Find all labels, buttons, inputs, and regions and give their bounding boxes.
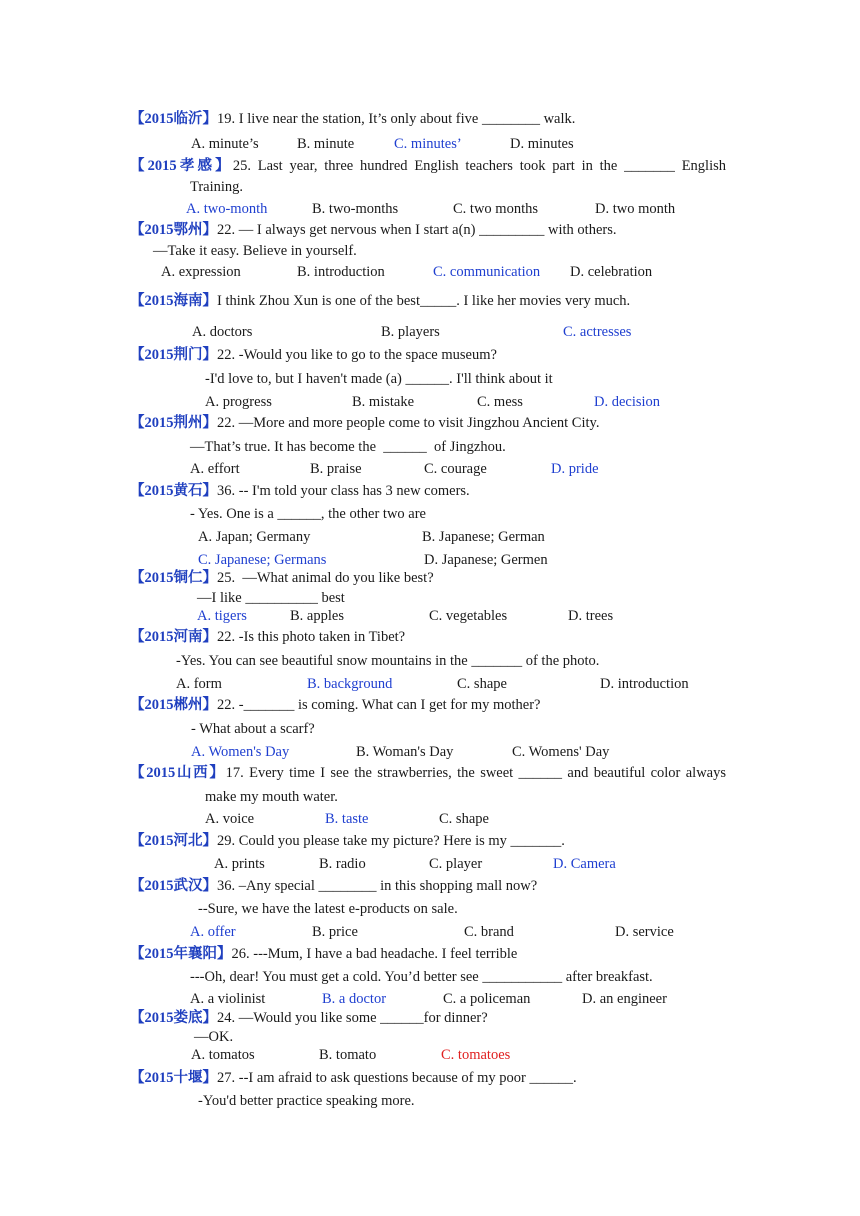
source-tag: 【2015临沂】 [130,111,217,127]
option-d: D. Japanese; Germen [424,552,548,568]
question-stem-cont: Training. [190,179,244,195]
option-c-answer: C. Japanese; Germans [198,552,327,568]
question-stem: 27. --I am afraid to ask questions because of my poor ______. [217,1070,577,1086]
option-c: C. courage [424,461,487,477]
question-stem-cont: —OK. [194,1029,234,1045]
option-b: B. players [381,324,440,340]
question-stem-cont: - What about a scarf? [191,721,315,737]
option-d: D. celebration [570,264,653,280]
option-c: C. shape [457,676,507,692]
question-4 [130,292,630,310]
question-stem: 24. —Would you like some ______for dinner? [217,1010,488,1026]
option-c-answer: C. tomatoes [441,1047,511,1063]
option-b-answer: B. a doctor [322,991,387,1007]
question-stem: 22. — I always get nervous when I start a(n) _________ with others. [217,222,617,238]
source-tag: 【2015海南】 [130,293,217,309]
question-stem-cont: make my mouth water. [205,789,338,805]
question-stem: 25. Last year, three hundred English teachers took part in the _______ English [232,158,727,174]
question-stem: 22. -Is this photo taken in Tibet? [217,629,406,645]
question-stem: 22. —More and more people come to visit Jingzhou Ancient City. [217,415,600,431]
option-b: B. two-months [312,201,399,217]
option-d-answer: D. decision [594,394,661,410]
question-5 [130,346,497,364]
question-11 [130,764,726,782]
source-tag: 【2015河南】 [130,629,217,645]
option-b: B. praise [310,461,362,477]
source-tag: 【2015鄂州】 [130,222,217,238]
option-a: A. doctors [192,324,253,340]
question-stem: 25. —What animal do you like best? [217,570,434,586]
question-stem: 36. -- I'm told your class has 3 new comers. [217,483,470,499]
option-a: A. minute’s [191,136,259,152]
option-b-answer: B. background [307,676,393,692]
option-d: D. trees [568,608,614,624]
option-b: B. minute [297,136,355,152]
option-c: C. a policeman [443,991,531,1007]
question-1 [130,110,575,128]
option-d: D. an engineer [582,991,667,1007]
question-stem: 22. -_______ is coming. What can I get for my mother? [217,697,541,713]
option-b: B. apples [290,608,344,624]
question-stem: 29. Could you please take my picture? Here is my _______. [217,833,565,849]
option-c-answer: C. minutes’ [394,136,462,152]
question-stem-cont: - Yes. One is a ______, the other two are [190,506,426,522]
question-15 [130,1009,488,1027]
option-c: C. vegetables [429,608,508,624]
question-stem-cont: --Sure, we have the latest e-products on sale. [198,901,458,917]
question-stem-cont: —I like __________ best [197,590,345,606]
question-8 [130,569,434,587]
question-16 [130,1069,577,1087]
option-a: A. tomatos [191,1047,255,1063]
source-tag: 【2015郴州】 [130,697,217,713]
option-a-answer: A. tigers [197,608,247,624]
option-a: A. prints [214,856,265,872]
source-tag: 【2015年襄阳】 [130,946,232,962]
option-d-answer: D. Camera [553,856,616,872]
question-9 [130,628,405,646]
question-stem-cont: -Yes. You can see beautiful snow mountains in the _______ of the photo. [176,653,600,669]
option-a: A. form [176,676,222,692]
question-10 [130,696,541,714]
source-tag: 【2015河北】 [130,833,217,849]
option-a-answer: A. two-month [186,201,268,217]
question-3 [130,221,616,239]
source-tag: 【2015孝感】 [130,158,233,174]
option-d: D. two month [595,201,676,217]
source-tag: 【2015娄底】 [130,1010,217,1026]
option-b: B. tomato [319,1047,377,1063]
option-a: A. Japan; Germany [198,529,311,545]
option-c: C. mess [477,394,523,410]
option-b: B. price [312,924,358,940]
option-c: C. shape [439,811,489,827]
question-stem: 36. –Any special ________ in this shopping mall now? [217,878,538,894]
question-12 [130,832,565,850]
question-stem: 17. Every time I see the strawberries, the sweet ______ and beautiful color always [225,765,726,781]
option-a: A. a violinist [190,991,266,1007]
question-7 [130,482,470,500]
question-stem: I think Zhou Xun is one of the best_____. I like her movies very much. [217,293,631,309]
option-a: A. effort [190,461,240,477]
option-a-answer: A. Women's Day [191,744,290,760]
source-tag: 【2015荆州】 [130,415,217,431]
option-a: A. expression [161,264,241,280]
option-b: B. radio [319,856,366,872]
option-b-answer: B. taste [325,811,369,827]
source-tag: 【2015荆门】 [130,347,217,363]
option-c: C. Womens' Day [512,744,610,760]
option-c-answer: C. communication [433,264,541,280]
question-14 [130,945,517,963]
option-c: C. brand [464,924,514,940]
option-d-answer: D. pride [551,461,599,477]
question-stem-cont: —That’s true. It has become the ______ of Jingzhou. [190,439,506,455]
source-tag: 【2015铜仁】 [130,570,217,586]
source-tag: 【2015武汉】 [130,878,217,894]
option-b: B. mistake [352,394,415,410]
option-a-answer: A. offer [190,924,236,940]
option-a: A. progress [205,394,272,410]
question-6 [130,414,599,432]
source-tag: 【2015十堰】 [130,1070,217,1086]
source-tag: 【2015黄石】 [130,483,217,499]
question-stem: 22. -Would you like to go to the space museum? [217,347,497,363]
option-c: C. player [429,856,483,872]
option-b: B. Woman's Day [356,744,454,760]
question-stem: 26. ---Mum, I have a bad headache. I feel terrible [231,946,518,962]
option-b: B. Japanese; German [422,529,545,545]
question-13 [130,877,537,895]
option-d: D. introduction [600,676,689,692]
option-d: D. minutes [510,136,574,152]
question-stem-cont: ---Oh, dear! You must get a cold. You’d better see ___________ after breakfast. [190,969,653,985]
option-a: A. voice [205,811,255,827]
source-tag: 【2015山西】 [130,765,226,781]
option-b: B. introduction [297,264,385,280]
option-c-answer: C. actresses [563,324,632,340]
option-d: D. service [615,924,674,940]
question-2 [130,157,726,175]
question-stem-cont: —Take it easy. Believe in yourself. [153,243,357,259]
question-stem: 19. I live near the station, It’s only about five ________ walk. [217,111,576,127]
option-c: C. two months [453,201,538,217]
question-stem-cont: -I'd love to, but I haven't made (a) ______. I'll think about it [205,371,553,387]
question-stem-cont: -You'd better practice speaking more. [198,1093,415,1109]
